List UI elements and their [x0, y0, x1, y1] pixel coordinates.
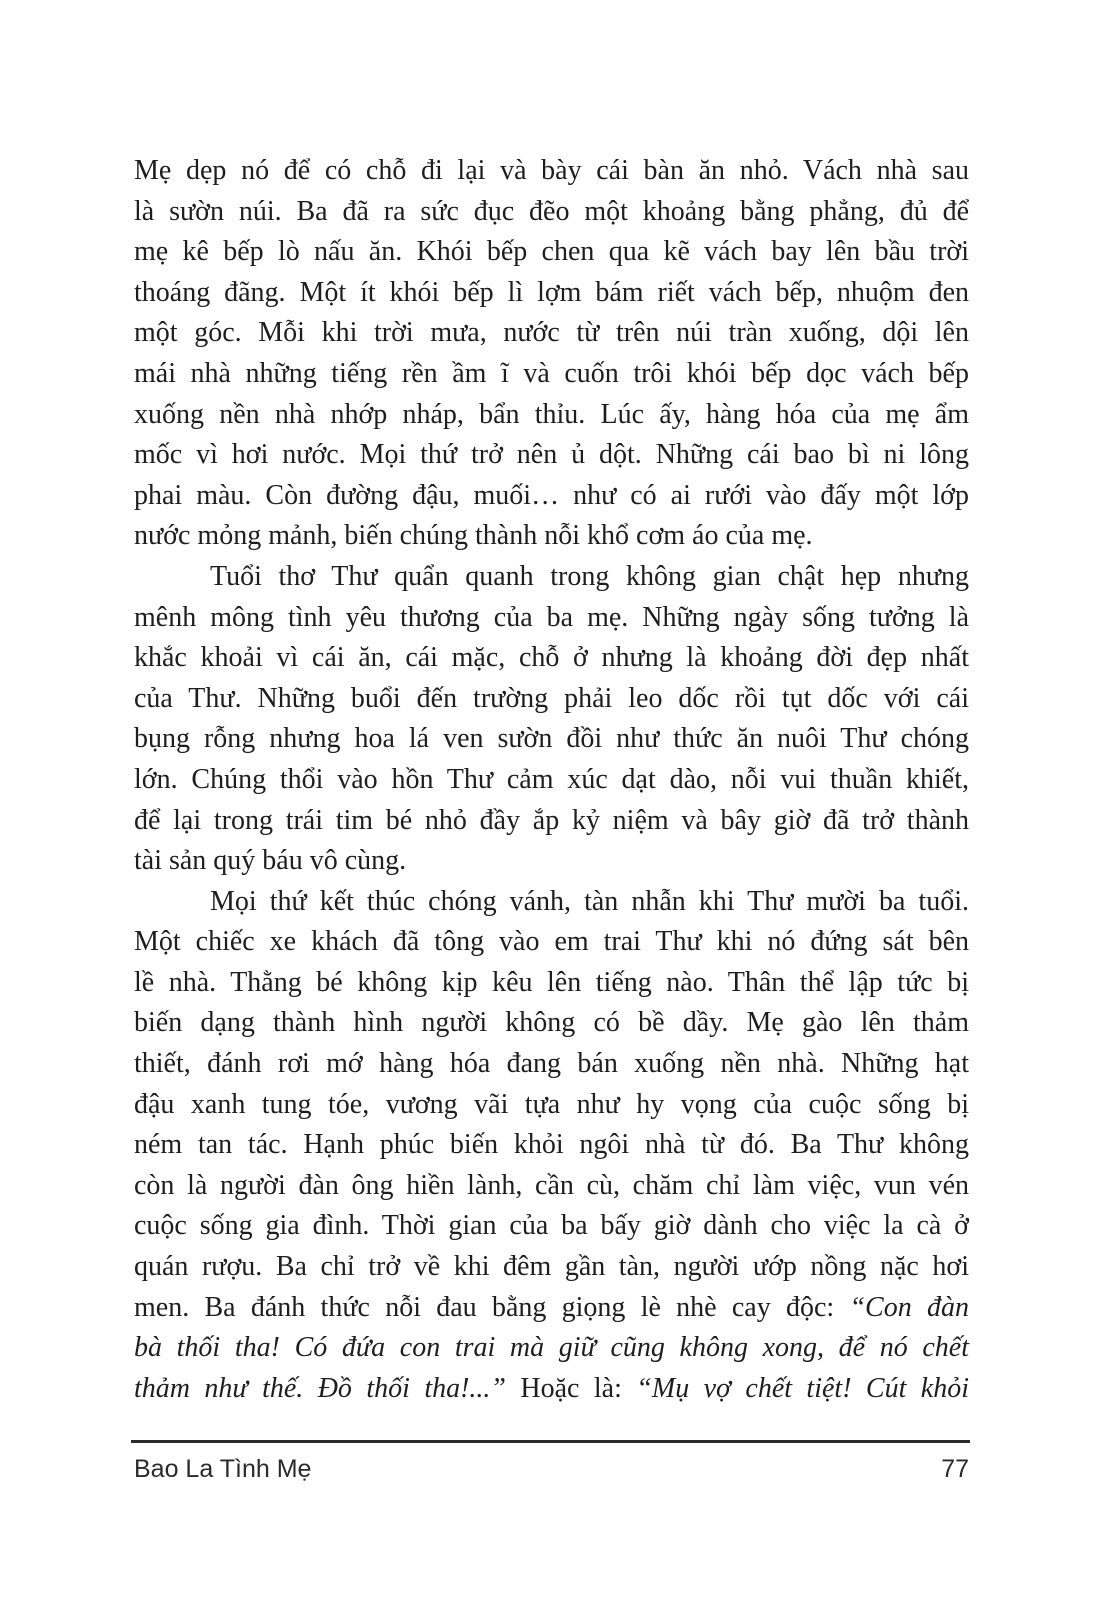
text-line: phai màu. Còn đường đậu, muối… như có ai rưới vào đấy một lớp — [134, 479, 969, 511]
text-segment: men. Ba đánh thức nỗi đau bằng giọng lè nhè cay độc: — [134, 1291, 850, 1323]
body-text — [134, 151, 969, 1409]
text-line: lớn. Chúng thổi vào hồn Thư cảm xúc dạt dào, nỗi vui thuần khiết, — [134, 763, 969, 795]
text-line: quán rượu. Ba chỉ trở về khi đêm gần tàn, người ướp nồng nặc hơi — [134, 1251, 969, 1283]
text-line: thoáng đãng. Một ít khói bếp lì lợm bám riết vách bếp, nhuộm đen — [134, 276, 969, 308]
text-line: đậu xanh tung tóe, vương vãi tựa như hy vọng của cuộc sống bị — [134, 1088, 969, 1120]
text-line: mẹ kê bếp lò nấu ăn. Khói bếp chen qua kẽ vách bay lên bầu trời — [134, 236, 969, 268]
quote-line: bà thối tha! Có đứa con trai mà giữ cũng không xong, để nó chết — [134, 1332, 969, 1364]
text-line: cuộc sống gia đình. Thời gian của ba bấy giờ dành cho việc la cà ở — [134, 1210, 969, 1242]
quote-segment: “Con đàn — [849, 1291, 970, 1323]
text-line: ném tan tác. Hạnh phúc biến khỏi ngôi nhà từ đó. Ba Thư không — [134, 1129, 969, 1161]
text-line — [134, 1288, 969, 1329]
text-line: nước mỏng mảnh, biến chúng thành nỗi khổ cơm áo của mẹ. — [134, 520, 813, 552]
text-line: còn là người đàn ông hiền lành, cần cù, chăm chỉ làm việc, vun vén — [134, 1169, 969, 1201]
text-line: của Thư. Những buổi đến trường phải leo dốc rồi tụt dốc với cái — [134, 682, 969, 714]
text-line: khắc khoải vì cái ăn, cái mặc, chỗ ở nhưng là khoảng đời đẹp nhất — [134, 642, 969, 674]
text-line: một góc. Mỗi khi trời mưa, nước từ trên núi tràn xuống, dội lên — [134, 317, 969, 349]
quote-segment: “Mụ vợ chết tiệt! Cút khỏi — [636, 1372, 970, 1404]
text-line: mái nhà những tiếng rền ầm ĩ và cuốn trôi khói bếp dọc vách bếp — [134, 357, 969, 389]
text-line: mốc vì hơi nước. Mọi thứ trở nên ủ dột. Những cái bao bì ni lông — [134, 439, 969, 471]
page-number: 77 — [941, 1455, 969, 1483]
text-line: là sườn núi. Ba đã ra sức đục đẽo một khoảng bằng phẳng, đủ để — [134, 195, 969, 227]
text-line: mênh mông tình yêu thương của ba mẹ. Những ngày sống tưởng là — [134, 601, 969, 633]
text-line: biến dạng thành hình người không có bề dầy. Mẹ gào lên thảm — [134, 1007, 969, 1039]
text-line: xuống nền nhà nhớp nháp, bẩn thỉu. Lúc ấy, hàng hóa của mẹ ẩm — [134, 398, 969, 430]
text-line: bụng rỗng nhưng hoa lá ven sườn đồi như thức ăn nuôi Thư chóng — [134, 723, 969, 755]
text-line: Tuổi thơ Thư quẩn quanh trong không gian chật hẹp nhưng — [210, 560, 969, 592]
footer-divider — [131, 1440, 970, 1443]
running-footer-title: Bao La Tình Mẹ — [134, 1455, 312, 1483]
text-line: để lại trong trái tim bé nhỏ đầy ắp kỷ niệm và bây giờ đã trở thành — [134, 804, 969, 836]
text-line: Mẹ dẹp nó để có chỗ đi lại và bày cái bàn ăn nhỏ. Vách nhà sau — [134, 155, 969, 186]
text-segment: Hoặc là: — [506, 1372, 637, 1404]
text-line: Mọi thứ kết thúc chóng vánh, tàn nhẫn khi Thư mười ba tuổi. — [210, 885, 969, 917]
text-line — [134, 1369, 969, 1410]
text-line: tài sản quý báu vô cùng. — [134, 845, 407, 877]
quote-segment: thảm như thế. Đồ thối tha!...” — [134, 1372, 506, 1404]
text-line: thiết, đánh rơi mớ hàng hóa đang bán xuống nền nhà. Những hạt — [134, 1048, 969, 1080]
text-line: Một chiếc xe khách đã tông vào em trai Thư khi nó đứng sát bên — [134, 926, 969, 958]
text-line: lề nhà. Thằng bé không kịp kêu lên tiếng nào. Thân thể lập tức bị — [134, 966, 969, 998]
